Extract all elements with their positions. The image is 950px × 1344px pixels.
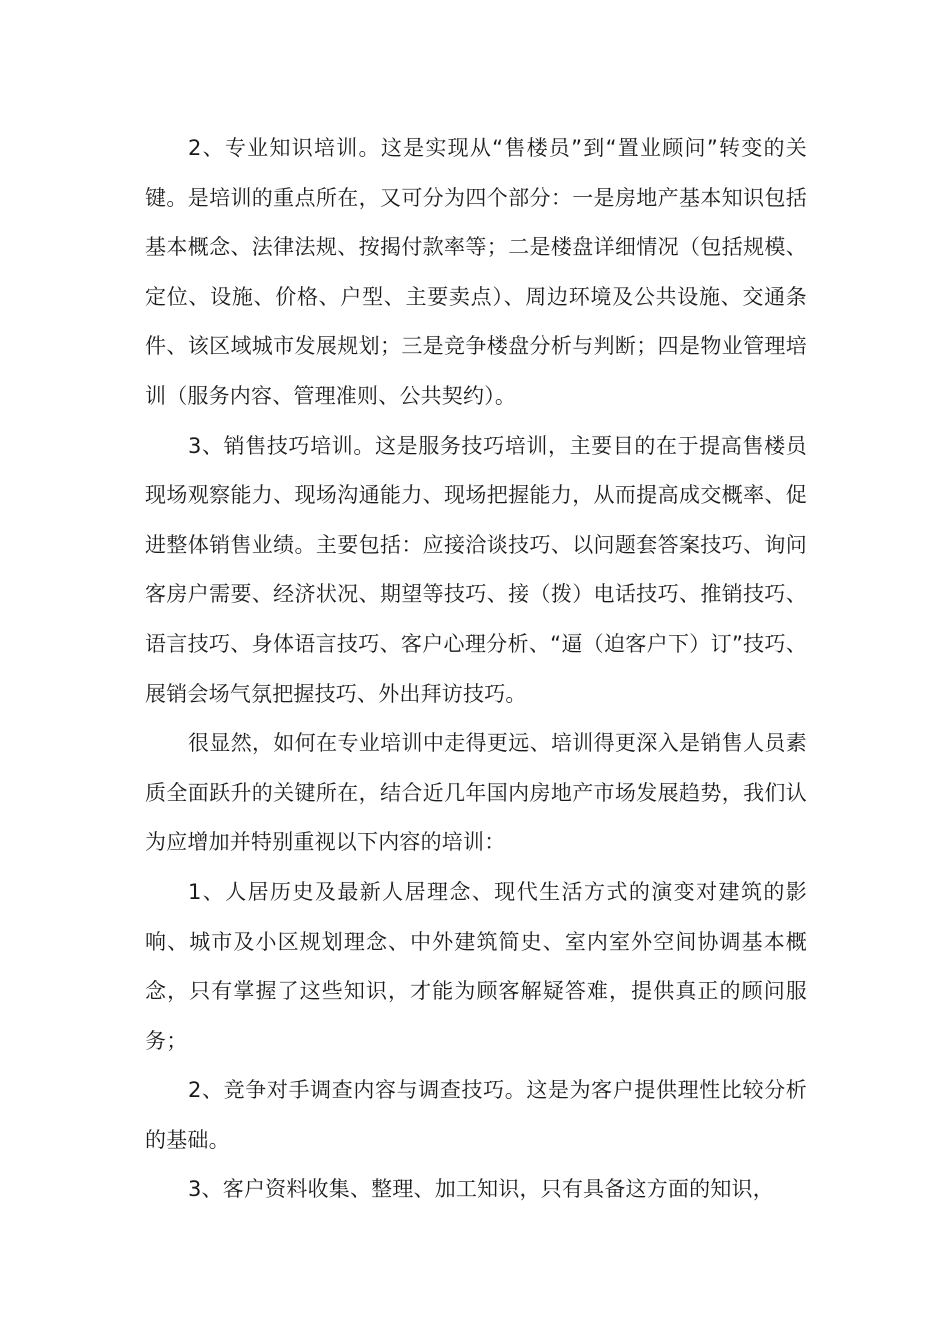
paragraph-customer-data: 3、客户资料收集、整理、加工知识，只有具备这方面的知识， bbox=[188, 1177, 774, 1202]
paragraph-competitor-research: 2、竞争对手调查内容与调查技巧。这是为客户提供理性比较分析的基础。 bbox=[145, 1078, 807, 1152]
paragraph-sales-skills-training: 3、销售技巧培训。这是服务技巧培训，主要目的在于提高售楼员现场观察能力、现场沟通能力、现场把握能力，从而提高成交概率、促进整体销售业绩。主要包括：应接洽谈技巧、以问题套答案技巧、询问客房户需要、经济状况、期望等技巧、接（拨）电话技巧、推销技巧、语言技巧、身体语言技巧、客户心理分析、“逼（迫客户下）订”技巧、展销会场气氛把握技巧、外出拜访技巧。 bbox=[145, 433, 807, 706]
paragraph-living-concepts: 1、人居历史及最新人居理念、现代生活方式的演变对建筑的影响、城市及小区规划理念、中外建筑简史、室内室外空间协调基本概念，只有掌握了这些知识，才能为顾客解疑答难，提供真正的顾问服务； bbox=[145, 879, 807, 1053]
document-body bbox=[145, 124, 807, 1215]
paragraph-training-emphasis: 很显然，如何在专业培训中走得更远、培训得更深入是销售人员素质全面跃升的关键所在，结合近几年国内房地产市场发展趋势，我们认为应增加并特别重视以下内容的培训： bbox=[145, 731, 807, 855]
paragraph-professional-knowledge-training: 2、专业知识培训。这是实现从“售楼员”到“置业顾问”转变的关键。是培训的重点所在，又可分为四个部分：一是房地产基本知识包括基本概念、法律法规、按揭付款率等；二是楼盘详细情况（包括规模、定位、设施、价格、户型、主要卖点）、周边环境及公共设施、交通条件、该区域城市发展规划；三是竞争楼盘分析与判断；四是物业管理培训（服务内容、管理准则、公共契约）。 bbox=[145, 136, 807, 408]
